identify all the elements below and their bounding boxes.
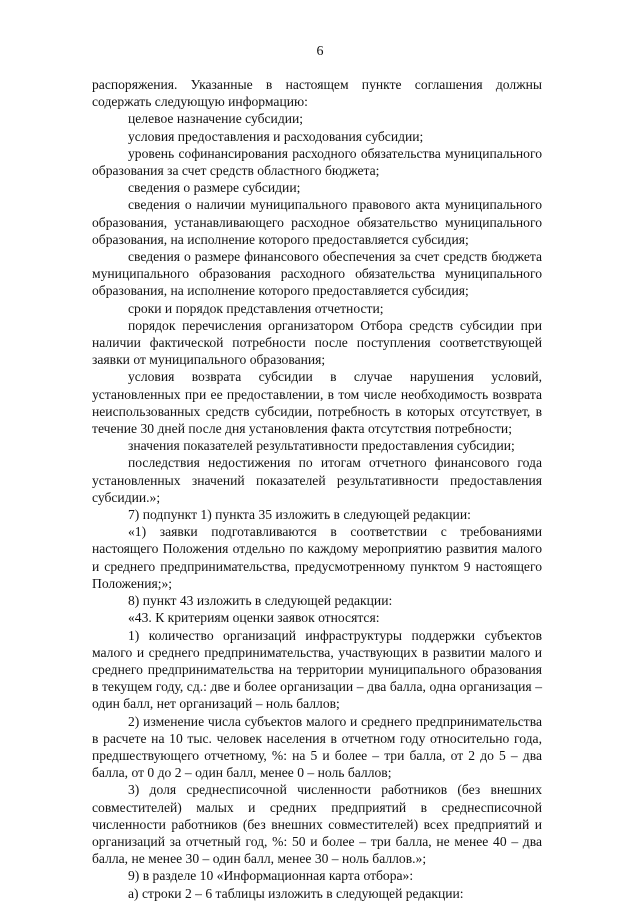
paragraph-item-7: 7) подпункт 1) пункта 35 изложить в следующей редакции: — [128, 507, 471, 523]
paragraph-transfer-procedure: порядок перечисления организатором Отбора средств субсидии при наличии фактической потребности после поступления соответствующей заявки от муниципального образования; — [92, 317, 542, 368]
paragraph-cofinancing: уровень софинансирования расходного обязательства муниципального образования за счет средств областного бюджета; — [92, 145, 542, 179]
paragraph-consequences: последствия недостижения по итогам отчетного финансового года установленных значений показателей результативности предоставления субсидии.»; — [92, 455, 542, 505]
document-body — [92, 76, 542, 902]
paragraph-subsidy-amount: сведения о размере субсидии; — [128, 180, 301, 196]
paragraph-conditions: условия предоставления и расходования субсидии; — [128, 128, 424, 144]
paragraph-legal-act: сведения о наличии муниципального правового акта муниципального образования, устанавливающего расходное обязательство муниципального образования, на исполнение которого предоставляется субсидия; — [92, 197, 542, 247]
paragraph-return-conditions: условия возврата субсидии в случае нарушения условий, установленных при ее предоставлении, в том числе необходимость возврата неиспользованных средств субсидии, потребность в которых отсутствует, в течение 30 дней после дня установления факта отсутствия потребности; — [92, 369, 542, 437]
paragraph-continuation: распоряжения. Указанные в настоящем пункте соглашения должны содержать следующую информацию: — [92, 77, 542, 110]
page-number: 6 — [316, 44, 324, 59]
paragraph-purpose: целевое назначение субсидии; — [128, 111, 304, 127]
paragraph-item-43: «43. К критериям оценки заявок относятся: — [128, 610, 380, 626]
paragraph-item-7-text: «1) заявки подготавливаются в соответствии с требованиями настоящего Положения отдельно по каждому мероприятию развития малого и среднего предпринимательства, предусмотренному пунктом 9 настоящего Положения;»; — [92, 524, 542, 591]
paragraph-item-8: 8) пункт 43 изложить в следующей редакции: — [128, 593, 393, 609]
paragraph-item-9: 9) в разделе 10 «Информационная карта отбора»: — [128, 868, 414, 884]
paragraph-reporting: сроки и порядок представления отчетности; — [128, 300, 384, 316]
paragraph-item-9a: а) строки 2 – 6 таблицы изложить в следующей редакции: — [128, 885, 464, 901]
paragraph-indicators: значения показателей результативности предоставления субсидии; — [128, 438, 515, 454]
paragraph-financial-support: сведения о размере финансового обеспечения за счет средств бюджета муниципального образования расходного обязательства муниципального образования, на исполнение которого предоставляется субсидия; — [92, 249, 542, 299]
paragraph-criterion-2: 2) изменение числа субъектов малого и среднего предпринимательства в расчете на 10 тыс. человек населения в отчетном году относительно года, предшествующего отчетному, %: на 5 и более – три балла, от 2 до 5 – два балла, от 0 до 2 – один балл, менее 0 – ноль баллов; — [92, 713, 542, 781]
paragraph-criterion-3: 3) доля среднесписочной численности работников (без внешних совместителей) малых и средних предприятий в среднесписочной численности работников (без внешних совместителей) всех предприятий и организаций за отчетный год, %: 50 и более – три балла, не менее 40 – два балла, не менее 30 – один балл, менее 30 – ноль баллов.»; — [92, 782, 542, 867]
paragraph-criterion-1: 1) количество организаций инфраструктуры поддержки субъектов малого и среднего предпринимательства, участвующих в развитии малого и среднего предпринимательства на территории муниципального образования в текущем году, сд.: две и более организации – два балла, одна организация – один балл, нет организаций – ноль баллов; — [92, 627, 542, 712]
